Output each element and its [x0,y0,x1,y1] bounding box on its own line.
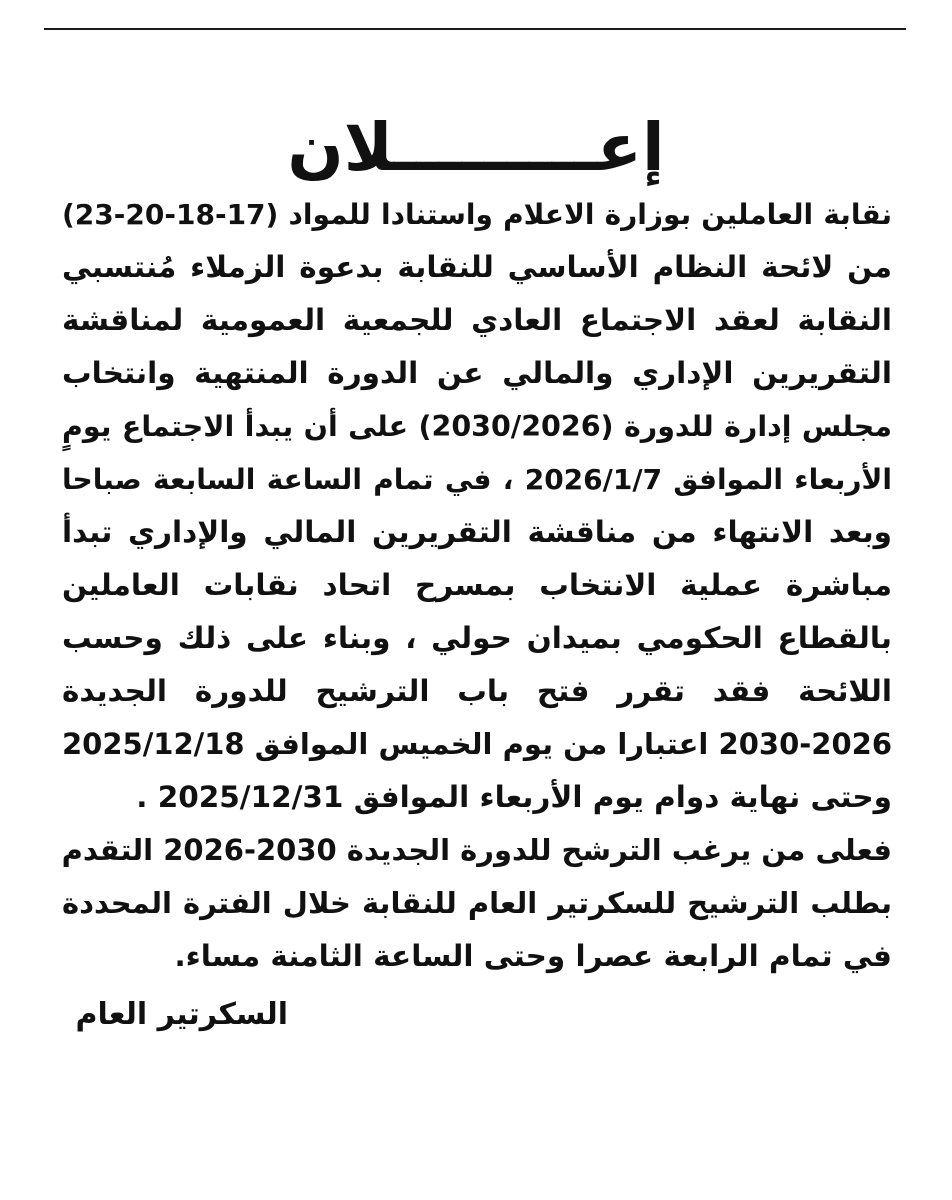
body-line: وبعد الانتهاء من مناقشة التقريرين المالي والإداري تبدأ [62,515,892,549]
body-line: مجلس إدارة للدورة (2030/2026) على أن يبدأ الاجتماع يومٍ [62,410,892,443]
body-line: النقابة لعقد الاجتماع العادي للجمعية العمومية لمناقشة [62,303,892,337]
body-line: من لائحة النظام الأساسي للنقابة بدعوة الزملاء مُنتسبي [62,250,892,284]
body-line: فعلى من يرغب الترشح للدورة الجديدة 2030-2026 التقدم [61,833,892,867]
body-line: التقريرين الإداري والمالي عن الدورة المنتهية وانتخاب [62,356,892,390]
body-line: اللائحة فقد تقرر فتح باب الترشيح للدورة الجديدة [62,674,892,708]
top-divider [44,28,906,30]
announcement-title: إعـــــــــلان [287,109,665,186]
body-line: مباشرة عملية الانتخاب بمسرح اتحاد نقابات العاملين [62,568,892,602]
body-line: 2030-2026 اعتبارا من يوم الخميس الموافق 2025/12/18 [62,727,892,761]
announcement-body [62,188,892,983]
body-line: بطلب الترشيح للسكرتير العام للنقابة خلال الفترة المحددة [62,886,892,920]
body-line: الأربعاء الموافق 2026/1/7 ، في تمام الساعة السابعة صباحا [62,463,892,496]
body-line: وحتى نهاية دوام يوم الأربعاء الموافق 2025/12/31 . [136,780,892,814]
signature: السكرتير العام [75,997,288,1032]
body-line: بالقطاع الحكومي بميدان حولي ، وبناء على ذلك وحسب [62,621,892,655]
body-line: في تمام الرابعة عصرا وحتى الساعة الثامنة مساء. [174,939,892,973]
body-line: نقابة العاملين بوزارة الاعلام واستنادا للمواد (17-18-20-23) [62,198,892,231]
